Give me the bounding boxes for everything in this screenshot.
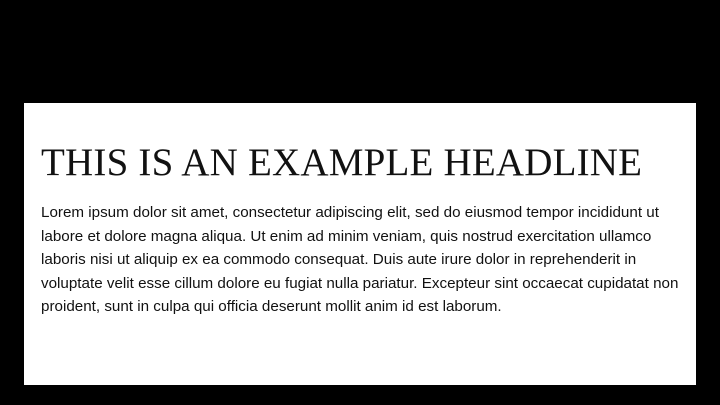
body-paragraph: Lorem ipsum dolor sit amet, consectetur adipiscing elit, sed do eiusmod tempor incididunt ut labore et dolore magna aliqua. Ut enim ad minim veniam, quis nostrud exercitation ullamco laboris nisi ut aliquip ex ea commodo consequat. Duis aute irure dolor in reprehenderit in voluptate velit esse cillum dolore eu fugiat nulla pariatur. Excepteur sint occaecat cupidatat non proident, sunt in culpa qui officia deserunt mollit anim id est laborum. xyxy=(41,204,679,315)
content-card xyxy=(24,103,696,385)
headline: THIS IS AN EXAMPLE HEADLINE xyxy=(41,141,643,184)
